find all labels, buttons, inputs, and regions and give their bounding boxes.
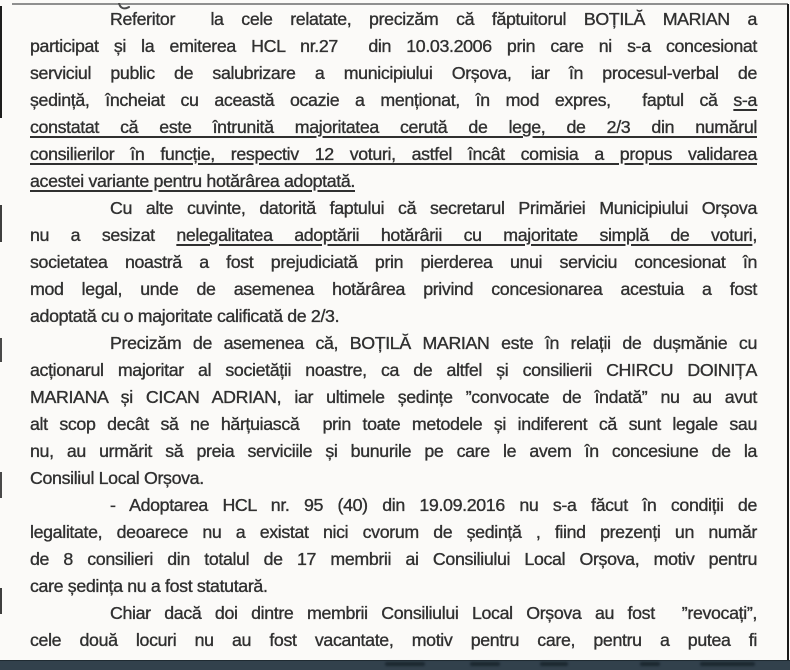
text-segment: ,: [752, 225, 757, 245]
paragraph: [30, 492, 757, 600]
text-segment: adoptată cu o majoritate calificată de 2/3.: [30, 306, 340, 326]
bottom-bar-smudge: [385, 662, 425, 666]
text-segment: mod legal, unde de asemenea hotărârea privind concesionarea acestuia a fost: [30, 279, 757, 299]
text-line: [30, 438, 757, 465]
left-edge-artifact: [0, 338, 2, 362]
text-line: [30, 60, 757, 87]
underlined-text: acestei variante pentru hotărârea adoptată.: [30, 171, 355, 191]
underlined-text: constatat că este întrunită majoritatea cerută de lege, de 2/3 din numărul: [30, 117, 757, 137]
text-segment: ședință, încheiat cu această ocazie a menționat, în mod expres, faptul că: [30, 90, 734, 110]
text-segment: Precizăm de asemenea că, BOȚILĂ MARIAN este în relații de dușmănie cu: [110, 333, 757, 353]
text-line: [30, 627, 757, 654]
text-segment: nu, au urmărit să preia serviciile și bunurile pe care le avem în concesiune de la: [30, 441, 757, 461]
text-segment: Chiar dacă doi dintre membrii Consiliului Local Orșova au fost ”revocați”,: [110, 603, 757, 623]
text-segment: Cu alte cuvinte, datorită faptului că secretarul Primăriei Municipiului Orșova: [110, 198, 757, 218]
text-line: [30, 33, 757, 60]
text-segment: legalitate, deoarece nu a existat nici cvorum de ședință , fiind prezenți un număr: [30, 522, 757, 542]
document-text: [30, 6, 757, 654]
left-edge-artifact: [0, 588, 2, 614]
left-edge-artifact: [0, 6, 2, 118]
text-line: [30, 546, 757, 573]
text-line: [30, 6, 757, 33]
text-segment: Consiliul Local Orșova.: [30, 468, 204, 488]
text-segment: societatea noastră a fost prejudiciată prin pierderea unui serviciu concesionat în: [30, 252, 757, 272]
bottom-bar-smudge: [640, 662, 660, 666]
text-segment: serviciul public de salubrizare a municipiului Orșova, iar în procesul-verbal de: [30, 63, 757, 83]
text-segment: MARIANA și CICAN ADRIAN, iar ultimele ședințe ”convocate de îndată” nu au avut: [30, 387, 757, 407]
text-line: [30, 195, 757, 222]
bottom-bar-smudge: [700, 662, 755, 666]
text-line: [30, 114, 757, 141]
text-line: [30, 519, 757, 546]
text-line: [30, 600, 757, 627]
paragraph: [30, 600, 757, 654]
bottom-bar-smudge: [540, 662, 568, 666]
paragraph: [30, 195, 757, 330]
underlined-text: nelegalitatea adoptării hotărârii cu majoritate simplă de voturi: [176, 225, 753, 245]
text-line: [30, 573, 757, 600]
text-line: [30, 303, 757, 330]
text-segment: acționarul majoritar al societății noastre, ca de altfel și consilierii CHIRCU DOINIȚA: [30, 360, 757, 380]
text-segment: cele două locuri nu au fost vacantate, motiv pentru care, pentru a putea fi: [30, 630, 757, 650]
text-line: [30, 87, 757, 114]
text-line: [30, 168, 757, 195]
bottom-bar: [0, 660, 790, 670]
text-segment: de 8 consilieri din totalul de 17 membrii ai Consiliului Local Orșova, motiv pentru: [30, 549, 757, 569]
paragraph: [30, 330, 757, 492]
text-segment: care ședința nu a fost statutară.: [30, 576, 268, 596]
text-line: [30, 357, 757, 384]
underlined-text: consilierilor în funcție, respectiv 12 voturi, astfel încât comisia a propus validarea: [30, 144, 757, 164]
left-edge-artifact: [0, 472, 2, 498]
text-line: [30, 222, 757, 249]
text-segment: Referitor la cele relatate, precizăm că făptuitorul BOȚILĂ MARIAN a: [110, 9, 757, 29]
left-edge-artifact: [0, 205, 2, 242]
text-segment: participat și la emiterea HCL nr.27 din 10.03.2006 prin care ni s-a concesionat: [30, 36, 757, 56]
text-segment: nu a sesizat: [30, 225, 177, 245]
text-line: [30, 141, 757, 168]
right-edge-scan-line: [787, 4, 789, 661]
text-segment: alt scop decât să ne hărțuiască prin toate metodele și indiferent că sunt legale sau: [30, 414, 757, 434]
text-line: [30, 465, 757, 492]
text-line: [30, 492, 757, 519]
text-line: [30, 411, 757, 438]
text-line: [30, 276, 757, 303]
text-segment: - Adoptarea HCL nr. 95 (40) din 19.09.2016 nu s-a făcut în condiții de: [110, 495, 757, 515]
text-line: [30, 384, 757, 411]
text-line: [30, 249, 757, 276]
paragraph: [30, 6, 757, 195]
text-line: [30, 330, 757, 357]
underlined-text: s-a: [733, 90, 757, 110]
bottom-bar-smudge: [470, 662, 500, 666]
